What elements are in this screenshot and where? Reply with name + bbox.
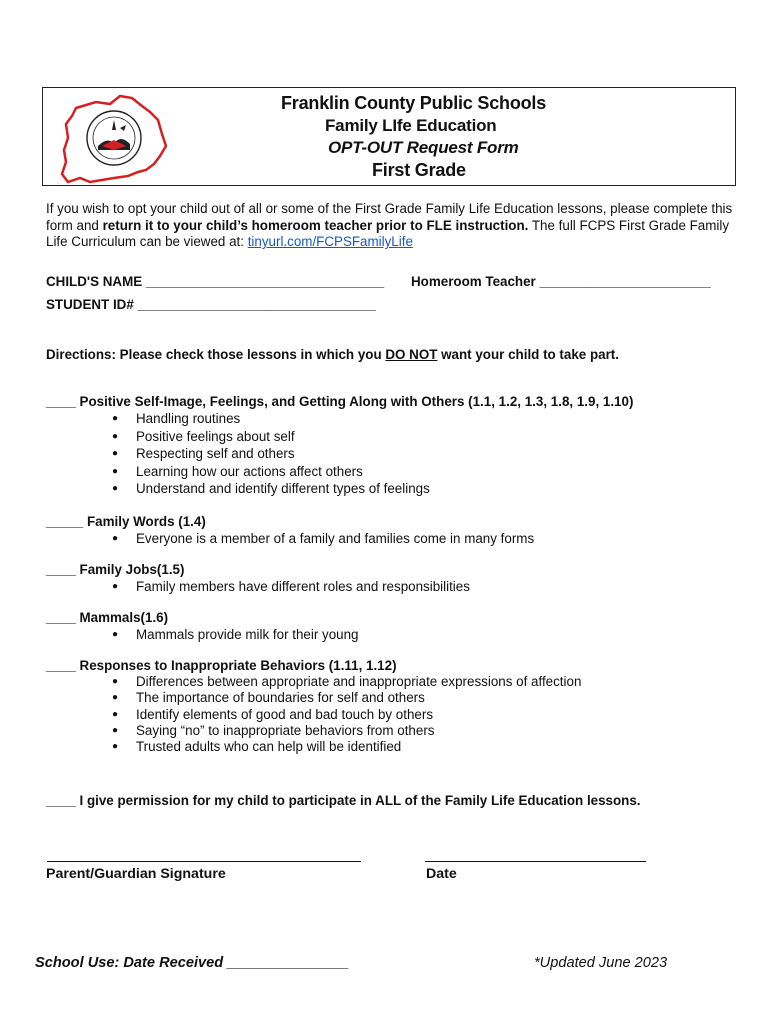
bullet-list bbox=[46, 626, 359, 644]
section-family-jobs bbox=[46, 561, 470, 596]
section-title bbox=[46, 513, 534, 530]
section-title-text: Family Words (1.4) bbox=[83, 514, 206, 529]
section-family-words bbox=[46, 513, 534, 548]
directions-text-1: Directions: Please check those lessons in which you bbox=[46, 347, 386, 362]
directions bbox=[46, 347, 619, 362]
list-item: ● Differences between appropriate and inappropriate expressions of affection bbox=[46, 674, 581, 690]
section-title bbox=[46, 609, 359, 626]
list-item: ● Respecting self and others bbox=[46, 445, 633, 463]
checkbox-blank[interactable]: _____ bbox=[46, 514, 84, 529]
homeroom-teacher-field[interactable]: Homeroom Teacher _______________________ bbox=[411, 274, 711, 289]
intro-bold-instruction: return it to your child’s homeroom teacher prior to FLE instruction. bbox=[102, 217, 529, 233]
checkbox-blank[interactable]: ____ bbox=[46, 658, 76, 673]
permission-statement[interactable]: ____ I give permission for my child to participate in ALL of the Family Life Education lessons. bbox=[46, 793, 641, 808]
list-item: ● The importance of boundaries for self and others bbox=[46, 690, 581, 706]
directions-text-2: want your child to take part. bbox=[437, 347, 619, 362]
section-title bbox=[46, 393, 633, 410]
header-line-4: First Grade bbox=[372, 160, 466, 180]
list-item: ● Mammals provide milk for their young bbox=[46, 626, 359, 644]
list-item: ● Identify elements of good and bad touch by others bbox=[46, 707, 581, 723]
list-item: ● Handling routines bbox=[46, 410, 633, 428]
section-title bbox=[46, 561, 470, 578]
school-use-date-received: School Use: Date Received _______________ bbox=[35, 955, 349, 971]
checkbox-blank[interactable]: ____ bbox=[46, 610, 76, 625]
student-id-field[interactable]: STUDENT ID# ________________________________ bbox=[46, 297, 376, 312]
section-title-text: Responses to Inappropriate Behaviors (1.11, 1.12) bbox=[75, 658, 397, 673]
checkbox-blank[interactable]: ____ bbox=[46, 394, 76, 409]
section-title bbox=[46, 657, 581, 674]
list-item: ● Everyone is a member of a family and families come in many forms bbox=[46, 530, 534, 548]
section-title-text: Family Jobs(1.5) bbox=[75, 562, 185, 577]
intro-text-2: The full FCPS First Grade Family Life Curriculum can be viewed at: bbox=[46, 217, 730, 249]
intro-text-1: If you wish to opt your child out of all or some of the First Grade Family Life Education lessons, please complete this form and bbox=[46, 201, 733, 233]
bullet-list bbox=[46, 530, 534, 548]
date-label: Date bbox=[426, 866, 457, 882]
date-line[interactable] bbox=[425, 861, 646, 862]
intro-paragraph bbox=[46, 201, 736, 251]
curriculum-link[interactable]: tinyurl.com/FCPSFamilyLife bbox=[247, 234, 413, 249]
header-line-1: Franklin County Public Schools bbox=[281, 93, 547, 113]
list-item: ● Understand and identify different types of feelings bbox=[46, 480, 633, 498]
list-item: ● Saying “no” to inappropriate behaviors from others bbox=[46, 723, 581, 739]
updated-date: *Updated June 2023 bbox=[534, 955, 668, 971]
bullet-list bbox=[46, 410, 633, 498]
checkbox-blank[interactable]: ____ bbox=[46, 562, 76, 577]
list-item: ● Family members have different roles and responsibilities bbox=[46, 578, 470, 596]
directions-emphasis: DO NOT bbox=[385, 347, 438, 362]
child-name-field[interactable]: CHILD'S NAME ________________________________ bbox=[46, 274, 385, 289]
header-line-3: OPT-OUT Request Form bbox=[328, 138, 519, 157]
parent-signature-label: Parent/Guardian Signature bbox=[46, 866, 226, 882]
list-item: ● Trusted adults who can help will be identified bbox=[46, 739, 581, 755]
section-inappropriate-behaviors bbox=[46, 657, 581, 755]
section-positive-self-image bbox=[46, 393, 633, 498]
list-item: ● Learning how our actions affect others bbox=[46, 463, 633, 481]
list-item: ● Positive feelings about self bbox=[46, 428, 633, 446]
bullet-list bbox=[46, 578, 470, 596]
header-title bbox=[0, 93, 770, 181]
section-title-text: Positive Self-Image, Feelings, and Getting Along with Others (1.1, 1.2, 1.3, 1.8, 1.9, 1.10) bbox=[75, 394, 634, 409]
bullet-list bbox=[46, 674, 581, 755]
header-line-2: Family LIfe Education bbox=[325, 116, 497, 135]
parent-signature-line[interactable] bbox=[47, 861, 361, 862]
section-title-text: Mammals(1.6) bbox=[75, 610, 169, 625]
section-mammals bbox=[46, 609, 359, 644]
